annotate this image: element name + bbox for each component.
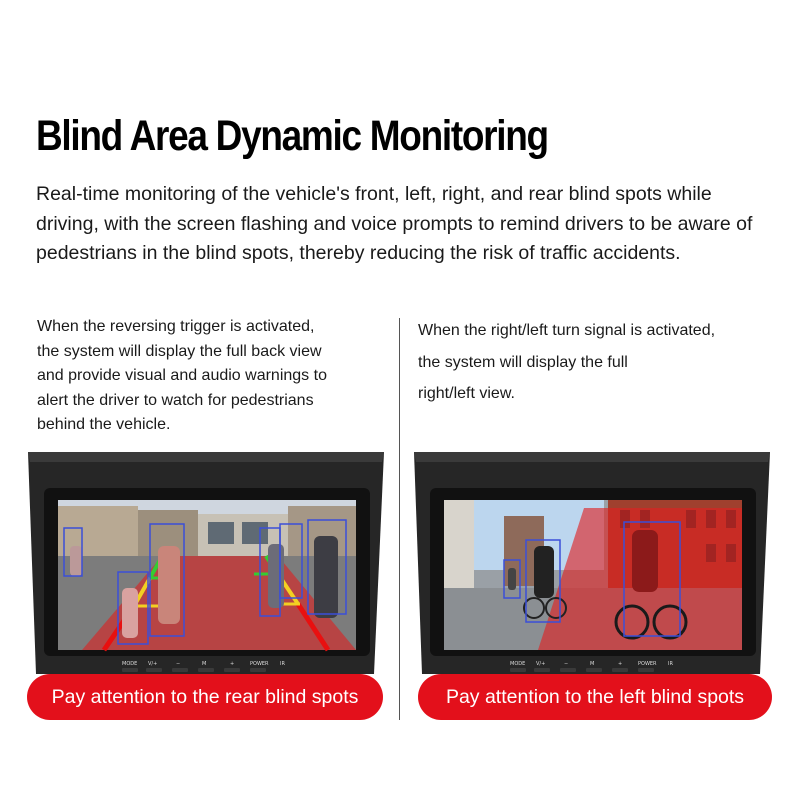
svg-text:POWER: POWER <box>638 661 657 667</box>
side-view-description <box>418 315 778 410</box>
side-camera-screen <box>444 500 742 650</box>
plus-button-label: + <box>230 661 235 667</box>
svg-text:MODE: MODE <box>510 661 526 667</box>
rear-camera-screen <box>58 500 356 650</box>
rear-description-line: alert the driver to watch for pedestrians <box>37 391 314 409</box>
rear-monitor-graphic <box>22 448 394 684</box>
svg-text:+: + <box>618 661 623 667</box>
rear-description-line: the system will display the full back view <box>37 342 322 360</box>
mode-button-label: MODE <box>122 661 138 667</box>
side-description-line: right/left view. <box>418 385 515 402</box>
rear-blind-spot-banner: Pay attention to the rear blind spots <box>27 674 383 720</box>
minus-button-label: − <box>176 661 181 667</box>
side-description-line: the system will display the full <box>418 353 628 371</box>
svg-text:V/+: V/+ <box>536 661 546 667</box>
intro-paragraph: Real-time monitoring of the vehicle's front, left, right, and rear blind spots while driving, with the screen flashing and voice prompts to remind drivers to be aware of pedestrians in the blind spots, thereby reducing the risk of traffic accidents. <box>36 183 753 264</box>
side-description-line: When the right/left turn signal is activated, <box>418 322 716 339</box>
rear-description-line: When the reversing trigger is activated, <box>37 318 315 335</box>
rear-view-monitor <box>22 448 394 684</box>
column-divider <box>399 318 400 720</box>
power-button-label: POWER <box>250 661 269 667</box>
rear-description-line: and provide visual and audio warnings to <box>37 367 327 384</box>
m-button-label: M <box>202 661 207 667</box>
v-button-label: V/+ <box>148 661 158 667</box>
svg-text:−: − <box>564 661 569 667</box>
page-title: Blind Area Dynamic Monitoring <box>36 112 548 160</box>
svg-text:IR: IR <box>668 661 673 667</box>
left-blind-spot-banner: Pay attention to the left blind spots <box>418 674 772 720</box>
side-monitor-graphic <box>408 448 780 684</box>
svg-text:M: M <box>590 661 595 667</box>
side-view-monitor <box>408 448 780 684</box>
ir-label: IR <box>280 661 285 667</box>
rear-view-description <box>37 315 387 438</box>
rear-description-line: behind the vehicle. <box>37 416 171 433</box>
